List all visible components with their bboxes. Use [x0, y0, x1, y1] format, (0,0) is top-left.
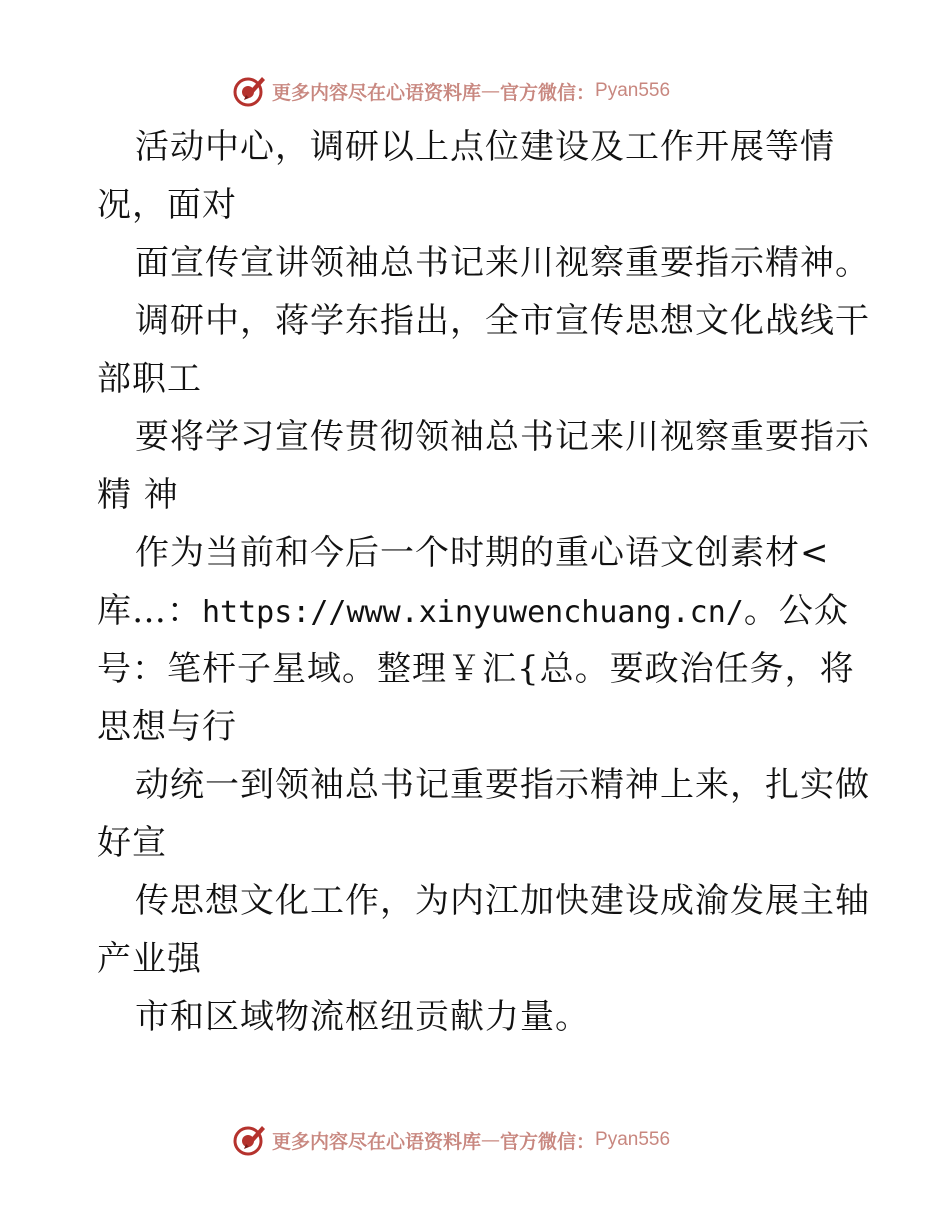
text-line-12: 动统一到领袖总书记重要指示精神上来，扎实做 — [135, 765, 870, 805]
text-line-9-prefix: 库…： — [97, 591, 202, 631]
text-line-2: 况，面对 — [97, 185, 237, 225]
banner-dash: — — [481, 80, 501, 102]
text-line-5: 部职工 — [97, 359, 202, 399]
body-text — [97, 118, 870, 1046]
text-line-10: 号：笔杆子星域。整理￥汇{总。要政治任务，将 — [97, 649, 855, 689]
banner-wechat-id: Pyan556 — [595, 80, 671, 101]
banner-site-text: 更多内容尽在心语资料库 — [272, 81, 482, 104]
footer-banner — [232, 1120, 670, 1160]
banner-site-text: 更多内容尽在心语资料库 — [272, 1130, 482, 1153]
banner-wechat-label: 官方微信： — [500, 1130, 596, 1153]
text-line-15: 产业强 — [97, 939, 202, 979]
banner-dash: — — [481, 1129, 501, 1151]
text-line-3: 面宣传宣讲领袖总书记来川视察重要指示精神。 — [135, 243, 870, 283]
banner-wechat-label: 官方微信： — [500, 81, 596, 104]
text-line-11: 思想与行 — [97, 707, 237, 747]
pen-logo-icon — [232, 73, 268, 109]
text-line-4: 调研中，蒋学东指出，全市宣传思想文化战线干 — [135, 301, 870, 341]
text-line-8: 作为当前和今后一个时期的重心语文创素材< — [135, 533, 830, 573]
text-line-13: 好宣 — [97, 823, 167, 863]
website-url[interactable]: https://www.xinyuwenchuang.cn/ — [202, 595, 744, 630]
text-line-16: 市和区域物流枢纽贡献力量。 — [135, 997, 590, 1037]
text-line-9-suffix: 。公众 — [743, 591, 849, 631]
text-line-6: 要将学习宣传贯彻领袖总书记来川视察重要指示 — [135, 417, 870, 457]
banner-wechat-id: Pyan556 — [595, 1129, 671, 1150]
pen-logo-icon — [232, 1122, 268, 1158]
text-line-7: 精 神 — [97, 475, 179, 515]
text-line-1: 活动中心，调研以上点位建设及工作开展等情 — [135, 127, 835, 167]
text-line-14: 传思想文化工作，为内江加快建设成渝发展主轴 — [135, 881, 870, 921]
header-banner — [232, 71, 670, 111]
text-line-9 — [97, 582, 867, 640]
